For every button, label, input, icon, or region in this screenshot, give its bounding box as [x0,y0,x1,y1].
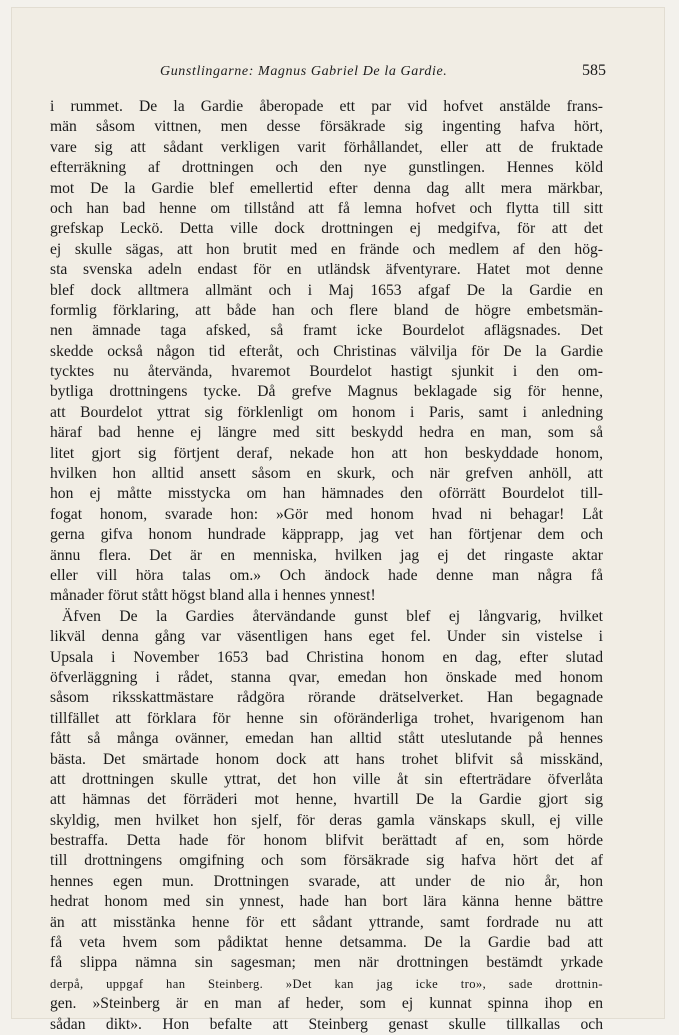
page-number: 585 [582,62,606,79]
text-line: skedde också någon tid efteråt, och Christinas välvilja för De la Gardie [50,342,603,360]
text-line: likväl denna gång var väsentligen hans eget fel. Under sin vistelse i [50,628,603,646]
text-line: grefskap Leckö. Detta ville dock drottningen ej medgifva, för att det [50,220,603,238]
text-line: mot De la Gardie blef emellertid efter denna dag allt mera märkbar, [50,179,603,197]
text-line: bytliga drottningens tycke. Då grefve Magnus beklagade sig för henne, [50,383,603,401]
text-line: månader förut stått högst bland alla i hennes ynnest! [50,587,376,605]
running-title: Gunstlingarne: Magnus Gabriel De la Gardie. [160,64,448,79]
text-line: gerna gifva honom hundrade käpprapp, jag vet han förtjenar dem och [50,526,603,544]
text-line: häraf bad henne ej längre med sitt beskydd hedra en man, som så [50,424,603,442]
text-line: bästa. Det smärtade honom dock att hans trohet blifvit så misskänd, [50,750,603,768]
text-line: ännu flera. Det är en menniska, hvilken jag ej det ringaste aktar [50,546,603,564]
text-line: vare sig att sådant verkligen varit förhållandet, eller att de fruktade [50,138,603,156]
text-line: män såsom vittnen, men desse försäkrade sig ingenting hafva hört, [50,118,603,136]
text-line: blef dock alltmera allmänt och i Maj 1653 afgaf De la Gardie en [50,281,603,299]
text-line: hedrat honom med sin ynnest, hade han bort lära känna henne bättre [50,893,603,911]
text-line: fått så många ovänner, emedan han alltid stått uteslutande på hennes [50,730,603,748]
text-line: än att misstänka henne för ett sådant yttrande, samt fordrade nu att [50,913,603,931]
page-header [12,64,664,88]
text-line: formlig förklaring, att både han och flere bland de högre embetsmän- [50,301,603,319]
text-line: till drottningens omgifning och som försäkrade sig hafva hört det af [50,852,603,870]
text-line: eller vill höra talas om.» Och ändock hade denne man några få [50,566,603,584]
text-line: fogat honom, svarade hon: »Gör med honom hvad ni behagar! Låt [50,505,603,523]
body-text [50,97,603,1035]
text-line: hvilken hon alltid ansett såsom en skurk, och när grefven anhöll, att [50,465,603,483]
book-page [12,8,664,1033]
text-line: Upsala i November 1653 bad Christina honom en dag, efter slutad [50,648,603,666]
text-line: få veta hvem som pådiktat henne detsamma. De la Gardie bad att [50,934,603,952]
text-line: att drottningen skulle yttrat, det hon ville åt sin efterträdare öfverlåta [50,770,603,788]
text-line: såsom riksskattmästare rådgöra rörande drätselverket. Han begagnade [50,689,603,707]
text-line: litet gjort sig förtjent deraf, nekade hon att hon beskyddade honom, [50,444,603,462]
text-line: att Bourdelot yttrat sig förklenligt om honom i Paris, samt i anledning [50,403,603,421]
text-line: sådan dikt». Hon befalte att Steinberg genast skulle tillkallas och [50,1015,603,1033]
text-line: få slippa nämna sin sagesman; men när drottningen bestämdt yrkade [50,954,603,972]
text-line: i rummet. De la Gardie åberopade ett par vid hofvet anstälde frans- [50,98,603,115]
text-line: och han bad henne om tillstånd att få lemna hofvet och flytta till sitt [50,199,603,217]
text-line: tillfället att förklara för henne sin oföränderliga trohet, hvarigenom han [50,709,603,727]
text-line: hennes egen mun. Drottningen svarade, att under de nio år, hon [50,872,603,890]
text-line: sta svenska adeln endast för en utländsk äfventyrare. Hatet mot denne [50,261,603,279]
text-line: bestraffa. Detta hade för honom blifvit berättadt af en, som hörde [50,832,603,850]
text-line: skyldig, men hvilket hon sjelf, för deras gamla vänskaps skull, ej ville [50,811,603,829]
text-line: hon ej måtte misstycka om han hämnades den oförrätt Bourdelot till- [50,485,603,503]
text-line: Äfven De la Gardies återvändande gunst blef ej långvarig, hvilket [62,607,603,625]
text-line: öfverläggning i rådet, stanna qvar, emedan hon önskade med honom [50,668,603,686]
text-line: efterräkning af drottningen och den nye gunstlingen. Hennes köld [50,159,603,177]
text-line: nen ämnade taga afsked, så framt icke Bourdelot aflägsnades. Det [50,322,603,340]
text-line: derpå, uppgaf han Steinberg. »Det kan jag icke tro», sade drottnin- [50,976,603,991]
text-line: ej skulle sägas, att hon brutit med en frände och medlem af den hög- [50,240,603,258]
text-line: tycktes nu återvända, hvaremot Bourdelot hastigt sjunkit i den om- [50,363,603,381]
text-line: gen. »Steinberg är en man af heder, som ej kunnat spinna ihop en [50,995,603,1013]
text-line: att hämnas det förräderi mot henne, hvartill De la Gardie gjort sig [50,791,603,809]
